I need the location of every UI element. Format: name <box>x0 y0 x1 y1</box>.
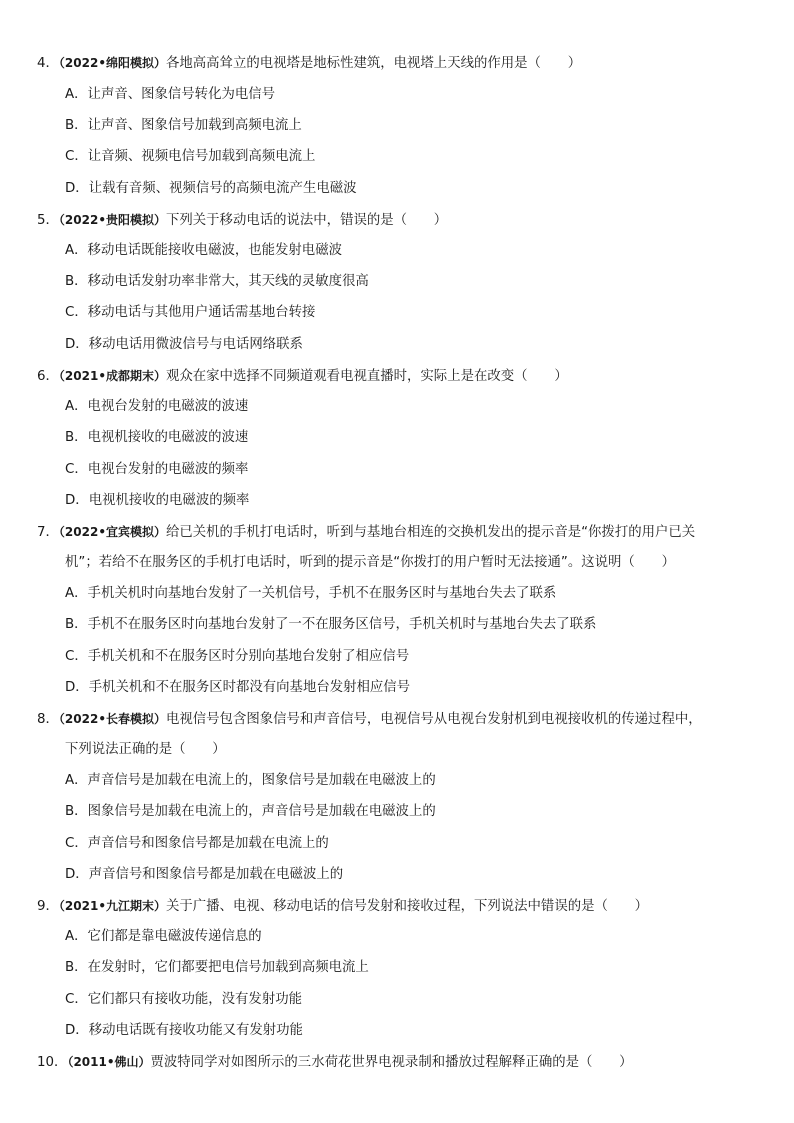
question-source: （2021•九江期末） <box>58 899 166 913</box>
question-stem-text: 贾波特同学对如图所示的三水荷花世界电视录制和播放过程解释正确的是（ ） <box>150 1055 633 1070</box>
question-number: 9． <box>37 899 59 914</box>
question-8-stem-cont: 下列说法正确的是（ ） <box>65 742 226 757</box>
question-9-option-d: D．移动电话既有接收功能又有发射功能 <box>65 1023 303 1038</box>
question-4-option-b: B．让声音、图象信号加载到高频电流上 <box>65 118 302 133</box>
question-7-option-c: C．手机关机和不在服务区时分别向基地台发射了相应信号 <box>65 649 410 664</box>
question-source: （2022•宜宾模拟） <box>58 525 166 539</box>
question-8-stem <box>37 708 702 730</box>
question-8-option-b: B．图象信号是加载在电流上的，声音信号是加载在电磁波上的 <box>65 804 436 819</box>
question-8-option-a: A．声音信号是加载在电流上的，图象信号是加载在电磁波上的 <box>65 773 436 788</box>
question-stem-text: 给已关机的手机打电话时，听到与基地台相连的交换机发出的提示音是“你拨打的用户已关 <box>166 525 696 540</box>
question-10-stem <box>37 1051 633 1073</box>
question-5-stem <box>37 209 447 231</box>
question-source: （2022•绵阳模拟） <box>58 56 166 70</box>
question-stem-text: 各地高高耸立的电视塔是地标性建筑，电视塔上天线的作用是（ ） <box>166 56 582 71</box>
question-9-option-a: A．它们都是靠电磁波传递信息的 <box>65 929 262 944</box>
question-5-option-a: A．移动电话既能接收电磁波，也能发射电磁波 <box>65 243 342 258</box>
question-7-stem <box>37 521 695 543</box>
question-4-option-a: A．让声音、图象信号转化为电信号 <box>65 87 276 102</box>
question-4-stem <box>37 52 581 74</box>
question-number: 6． <box>37 369 59 384</box>
question-5-option-d: D．移动电话用微波信号与电话网络联系 <box>65 337 303 352</box>
question-7-option-d: D．手机关机和不在服务区时都没有向基地台发射相应信号 <box>65 680 411 695</box>
question-9-option-c: C．它们都只有接收功能，没有发射功能 <box>65 992 302 1007</box>
question-9-stem <box>37 895 648 917</box>
question-5-option-b: B．移动电话发射功率非常大，其天线的灵敏度很高 <box>65 274 369 289</box>
question-source: （2011•佛山） <box>67 1055 151 1069</box>
question-7-stem-cont: 机”；若给不在服务区的手机打电话时，听到的提示音是“你拨打的用户暂时无法接通”。这说明（ ） <box>65 555 675 570</box>
question-source: （2022•长春模拟） <box>58 712 166 726</box>
question-stem-text: 观众在家中选择不同频道观看电视直播时，实际上是在改变（ ） <box>166 369 568 384</box>
question-8-option-d: D．声音信号和图象信号都是加载在电磁波上的 <box>65 867 344 882</box>
question-number: 10． <box>37 1055 68 1070</box>
question-number: 4． <box>37 56 59 71</box>
question-number: 8． <box>37 712 59 727</box>
question-5-option-c: C．移动电话与其他用户通话需基地台转接 <box>65 305 316 320</box>
question-source: （2021•成都期末） <box>58 369 166 383</box>
question-number: 7． <box>37 525 59 540</box>
question-6-option-c: C．电视台发射的电磁波的频率 <box>65 462 249 477</box>
question-source: （2022•贵阳模拟） <box>58 213 166 227</box>
question-stem-text: 电视信号包含图象信号和声音信号，电视信号从电视台发射机到电视接收机的传递过程中， <box>166 712 702 727</box>
question-stem-text: 关于广播、电视、移动电话的信号发射和接收过程，下列说法中错误的是（ ） <box>166 899 649 914</box>
question-stem-text: 下列关于移动电话的说法中，错误的是（ ） <box>166 213 448 228</box>
question-9-option-b: B．在发射时，它们都要把电信号加载到高频电流上 <box>65 960 369 975</box>
question-4-option-d: D．让载有音频、视频信号的高频电流产生电磁波 <box>65 181 357 196</box>
question-7-option-b: B．手机不在服务区时向基地台发射了一不在服务区信号，手机关机时与基地台失去了联系 <box>65 617 597 632</box>
question-4-option-c: C．让音频、视频电信号加载到高频电流上 <box>65 149 316 164</box>
question-8-option-c: C．声音信号和图象信号都是加载在电流上的 <box>65 836 329 851</box>
question-6-option-a: A．电视台发射的电磁波的波速 <box>65 399 249 414</box>
question-6-option-b: B．电视机接收的电磁波的波速 <box>65 430 249 445</box>
question-6-stem <box>37 365 568 387</box>
question-number: 5． <box>37 213 59 228</box>
question-7-option-a: A．手机关机时向基地台发射了一关机信号，手机不在服务区时与基地台失去了联系 <box>65 586 557 601</box>
question-6-option-d: D．电视机接收的电磁波的频率 <box>65 493 250 508</box>
